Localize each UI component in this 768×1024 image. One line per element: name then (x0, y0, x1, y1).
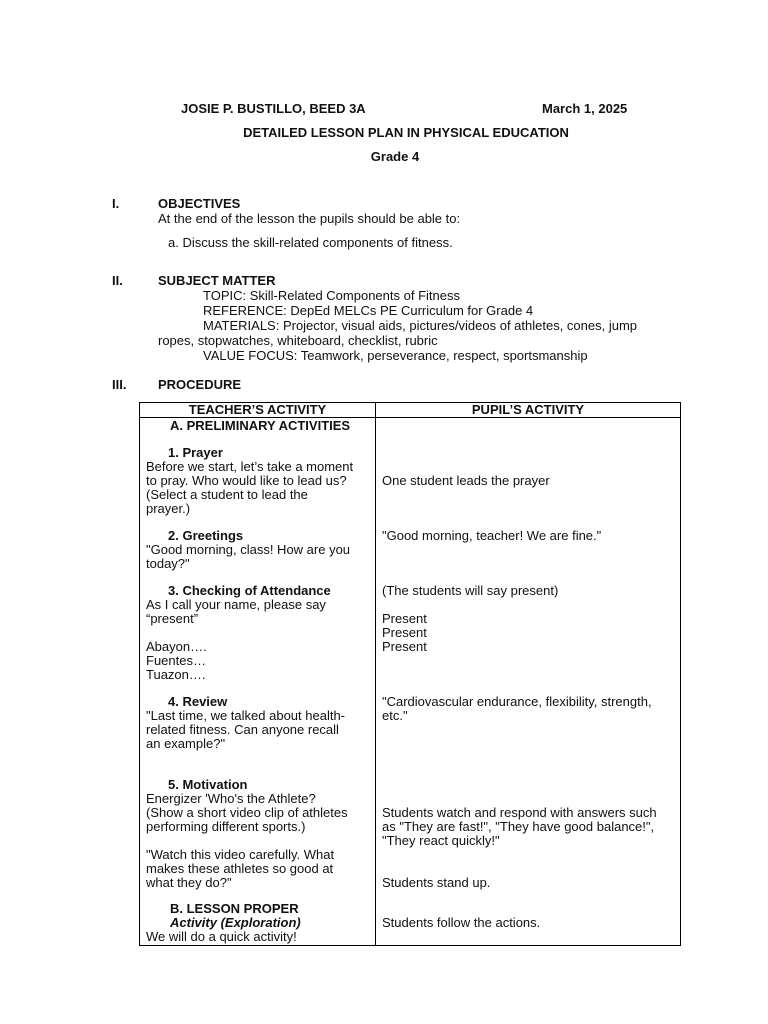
pupil-response: "Cardiovascular endurance, flexibility, strength, (382, 694, 652, 709)
motivation-heading: 5. Motivation (168, 777, 248, 792)
pupil-response: "They react quickly!" (382, 833, 500, 848)
pupil-activity-cell (376, 418, 681, 946)
pupil-response: "Good morning, teacher! We are fine." (382, 528, 602, 543)
materials-line-continued: ropes, stopwatches, whiteboard, checklist, rubric (158, 333, 438, 348)
procedure-heading: PROCEDURE (158, 377, 242, 392)
subject-matter-heading: SUBJECT MATTER (158, 273, 276, 288)
teacher-text: (Show a short video clip of athletes (146, 805, 348, 820)
teacher-text: prayer.) (146, 501, 191, 516)
pupil-response: One student leads the prayer (382, 473, 550, 488)
author-line: JOSIE P. BUSTILLO, BEED 3A (181, 101, 366, 116)
student-name: Tuazon…. (146, 667, 206, 682)
pupil-activity-header: PUPIL’S ACTIVITY (376, 403, 681, 418)
section-b-heading: B. LESSON PROPER (170, 901, 299, 916)
pupil-response: Students stand up. (382, 875, 491, 890)
teacher-text: today?" (146, 556, 190, 571)
teacher-activity-header: TEACHER’S ACTIVITY (140, 403, 376, 418)
attendance-heading: 3. Checking of Attendance (168, 583, 331, 598)
pupil-response: Present (382, 611, 427, 626)
materials-line: MATERIALS: Projector, visual aids, pictures/videos of athletes, cones, jump (203, 318, 638, 333)
teacher-text: "Last time, we talked about health- (146, 708, 346, 723)
teacher-text: an example?" (146, 736, 226, 751)
teacher-text: Energizer 'Who's the Athlete? (146, 791, 316, 806)
pupil-response: Students follow the actions. (382, 915, 541, 930)
section-a-heading: A. PRELIMINARY ACTIVITIES (170, 418, 351, 433)
objectives-heading: OBJECTIVES (158, 196, 241, 211)
reference-line: REFERENCE: DepEd MELCs PE Curriculum for Grade 4 (203, 303, 534, 318)
teacher-text: to pray. Who would like to lead us? (146, 473, 347, 488)
review-heading: 4. Review (168, 694, 228, 709)
section-number-procedure: III. (112, 377, 127, 392)
procedure-table (139, 402, 681, 946)
teacher-text: “present” (146, 611, 199, 626)
teacher-text: "Watch this video carefully. What (146, 847, 335, 862)
teacher-text: performing different sports.) (146, 819, 306, 834)
objective-item: a. Discuss the skill-related components of fitness. (168, 235, 453, 250)
grade-label: Grade 4 (370, 149, 420, 164)
teacher-activity-cell (140, 418, 376, 946)
teacher-text: what they do?" (146, 875, 232, 890)
document-title: DETAILED LESSON PLAN IN PHYSICAL EDUCATION (243, 125, 569, 140)
pupil-response: as "They are fast!", "They have good balance!", (382, 819, 655, 834)
greetings-heading: 2. Greetings (168, 528, 244, 543)
pupil-response: (The students will say present) (382, 583, 559, 598)
teacher-text: As I call your name, please say (146, 597, 326, 612)
teacher-text: Before we start, let’s take a moment (146, 459, 354, 474)
activity-exploration-label: Activity (Exploration) (170, 915, 301, 930)
section-number-subject: II. (112, 273, 123, 288)
teacher-text: (Select a student to lead the (146, 487, 308, 502)
objectives-intro: At the end of the lesson the pupils should be able to: (158, 211, 461, 226)
pupil-response: Students watch and respond with answers such (382, 805, 657, 820)
date: March 1, 2025 (542, 101, 628, 116)
pupil-response: Present (382, 639, 427, 654)
student-name: Abayon…. (146, 639, 207, 654)
value-focus-line: VALUE FOCUS: Teamwork, perseverance, respect, sportsmanship (203, 348, 588, 363)
prayer-heading: 1. Prayer (168, 445, 223, 460)
student-name: Fuentes… (146, 653, 206, 668)
teacher-text: We will do a quick activity! (146, 929, 297, 944)
teacher-text: related fitness. Can anyone recall (146, 722, 339, 737)
section-number-objectives: I. (112, 196, 120, 211)
pupil-response: etc." (382, 708, 408, 723)
topic-line: TOPIC: Skill-Related Components of Fitness (203, 288, 460, 303)
pupil-response: Present (382, 625, 427, 640)
teacher-text: "Good morning, class! How are you (146, 542, 351, 557)
teacher-text: makes these athletes so good at (146, 861, 334, 876)
